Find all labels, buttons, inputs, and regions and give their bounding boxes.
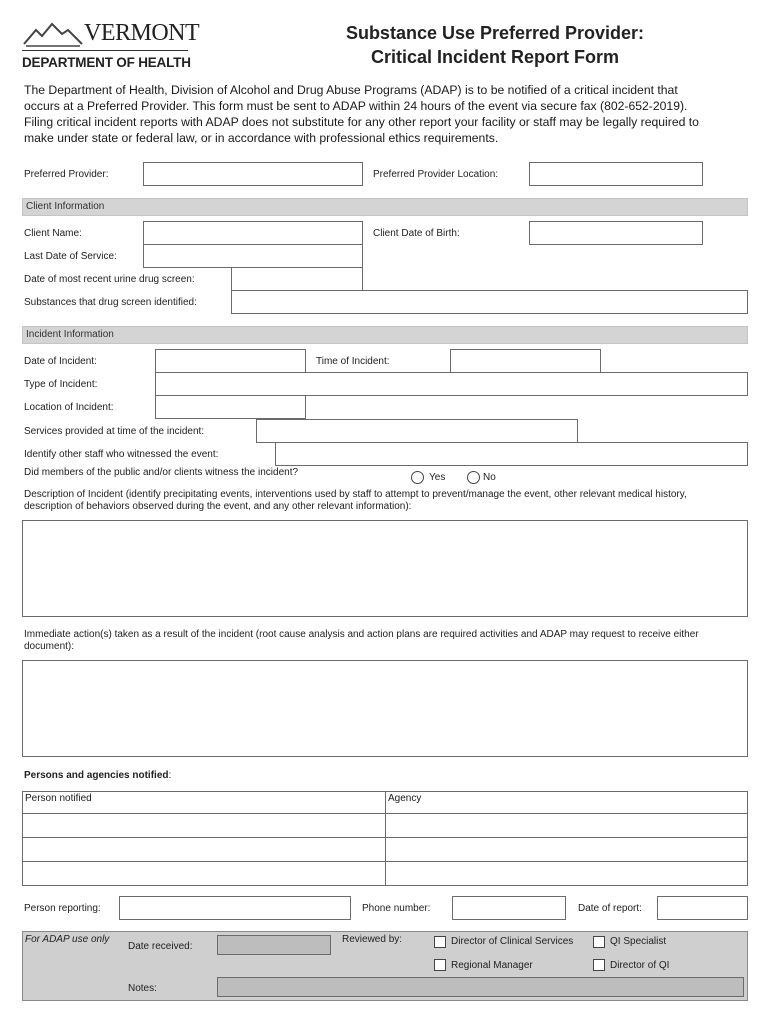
substances-field[interactable]	[231, 290, 748, 314]
form-title-line2: Critical Incident Report Form	[370, 47, 620, 67]
services-provided-field[interactable]	[256, 419, 578, 443]
preferred-provider-label: Preferred Provider:	[24, 169, 109, 180]
notified-heading	[24, 770, 171, 782]
services-provided-label: Services provided at time of the incident:	[24, 426, 205, 437]
notified-table	[22, 791, 748, 886]
other-staff-label: Identify other staff who witnessed the event:	[24, 449, 219, 460]
incident-location-field[interactable]	[155, 395, 306, 419]
qi-specialist-label: QI Specialist	[610, 936, 667, 947]
table-row	[23, 814, 748, 838]
intro-paragraph	[24, 82, 748, 146]
notes-field[interactable]	[217, 977, 744, 997]
actions-label	[24, 629, 699, 653]
incident-type-field[interactable]	[155, 372, 748, 396]
notified-heading-text: Persons and agencies notified	[24, 770, 169, 781]
notified-heading-colon: :	[168, 770, 172, 781]
regional-manager-checkbox[interactable]	[434, 959, 446, 971]
incident-date-label: Date of Incident:	[24, 356, 97, 367]
phone-number-label: Phone number:	[362, 903, 431, 914]
witness-no-radio[interactable]	[467, 471, 480, 484]
logo-divider	[22, 50, 188, 51]
director-qi-label: Director of QI	[610, 960, 670, 971]
actions-textarea[interactable]	[22, 660, 748, 757]
person-reporting-field[interactable]	[119, 896, 351, 920]
date-received-field[interactable]	[217, 935, 331, 955]
report-date-field[interactable]	[657, 896, 748, 920]
qi-specialist-checkbox[interactable]	[593, 936, 605, 948]
phone-number-field[interactable]	[452, 896, 566, 920]
person-reporting-label: Person reporting:	[24, 903, 101, 914]
client-dob-label: Client Date of Birth:	[373, 228, 460, 239]
notes-label: Notes:	[128, 983, 157, 994]
description-label-line: Description of Incident (identify precipitating events, interventions used by staff to attempt to prevent/manage the event, other relevant medical history,	[24, 489, 687, 500]
description-textarea[interactable]	[22, 520, 748, 617]
client-name-field[interactable]	[143, 221, 363, 245]
actions-label-line: document):	[24, 641, 75, 652]
table-row	[23, 862, 748, 886]
reviewed-by-label: Reviewed by:	[342, 934, 403, 945]
urine-screen-field[interactable]	[231, 267, 363, 291]
description-label-line: description of behaviors observed during the event, and any other relevant information):	[24, 501, 412, 512]
incident-date-field[interactable]	[155, 349, 306, 373]
intro-line: Filing critical incident reports with ADAP does not substitute for any other report your facility or staff may be legally required to	[24, 115, 699, 129]
last-service-label: Last Date of Service:	[24, 251, 117, 262]
logo-state-text: VERMONT	[84, 20, 200, 46]
witness-yes-radio[interactable]	[411, 471, 424, 484]
table-header-row	[23, 792, 748, 814]
vermont-logo	[22, 18, 200, 72]
other-staff-field[interactable]	[275, 442, 748, 466]
director-qi-checkbox[interactable]	[593, 959, 605, 971]
provider-location-label: Preferred Provider Location:	[373, 169, 499, 180]
person-notified-cell[interactable]	[23, 862, 386, 886]
incident-time-label: Time of Incident:	[316, 356, 390, 367]
director-clinical-checkbox[interactable]	[434, 936, 446, 948]
person-notified-header: Person notified	[23, 792, 386, 814]
incident-time-field[interactable]	[450, 349, 601, 373]
witness-no-label: No	[483, 472, 496, 483]
client-dob-field[interactable]	[529, 221, 703, 245]
agency-cell[interactable]	[386, 862, 748, 886]
incident-location-label: Location of Incident:	[24, 402, 114, 413]
intro-line: make under state or federal law, or in accordance with professional ethics requirements.	[24, 131, 499, 145]
agency-header: Agency	[386, 792, 748, 814]
provider-location-field[interactable]	[529, 162, 703, 186]
incident-type-label: Type of Incident:	[24, 379, 98, 390]
person-notified-cell[interactable]	[23, 838, 386, 862]
agency-cell[interactable]	[386, 814, 748, 838]
regional-manager-label: Regional Manager	[451, 960, 533, 971]
agency-cell[interactable]	[386, 838, 748, 862]
date-received-label: Date received:	[128, 941, 193, 952]
mountain-logo-icon	[22, 18, 84, 50]
witness-yes-label: Yes	[429, 472, 446, 483]
client-info-section-bar: Client Information	[22, 198, 748, 216]
director-clinical-label: Director of Clinical Services	[451, 936, 574, 947]
intro-line: The Department of Health, Division of Alcohol and Drug Abuse Programs (ADAP) is to be notified of a critical incident that	[24, 83, 678, 97]
intro-line: occurs at a Preferred Provider. This form must be sent to ADAP within 24 hours of the event via secure fax (802-652-2019).	[24, 99, 688, 113]
form-title-line1: Substance Use Preferred Provider:	[345, 23, 645, 43]
adap-use-only-label: For ADAP use only	[25, 934, 110, 945]
actions-label-line: Immediate action(s) taken as a result of the incident (root cause analysis and action plans are required activities and ADAP may request to receive either	[24, 629, 699, 640]
adap-use-panel	[22, 931, 748, 1001]
incident-info-section-bar: Incident Information	[22, 326, 748, 344]
report-date-label: Date of report:	[578, 903, 642, 914]
urine-screen-label: Date of most recent urine drug screen:	[24, 274, 195, 285]
person-notified-cell[interactable]	[23, 814, 386, 838]
public-witness-label: Did members of the public and/or clients witness the incident?	[24, 467, 299, 478]
client-name-label: Client Name:	[24, 228, 82, 239]
table-row	[23, 838, 748, 862]
preferred-provider-field[interactable]	[143, 162, 363, 186]
substances-label: Substances that drug screen identified:	[24, 297, 197, 308]
logo-dept-text: DEPARTMENT OF HEALTH	[22, 55, 191, 70]
description-label	[24, 489, 687, 513]
last-service-field[interactable]	[143, 244, 363, 268]
